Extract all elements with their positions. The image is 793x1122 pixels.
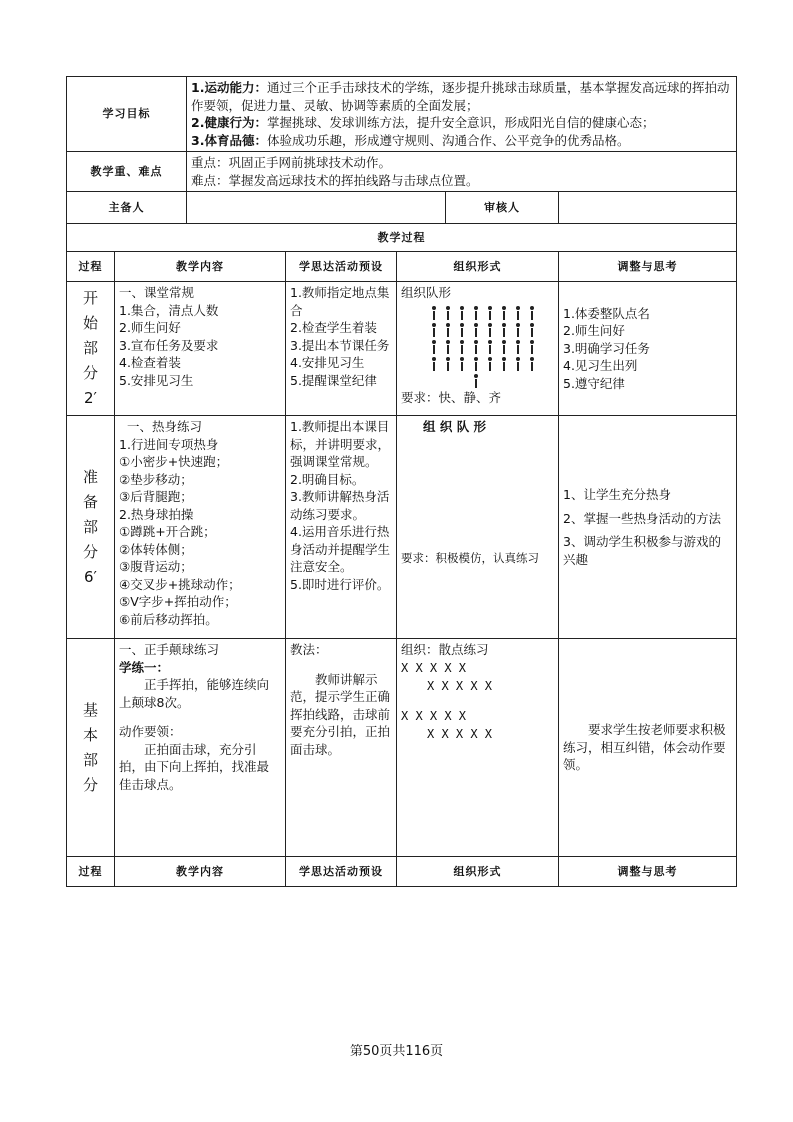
student-figure [525, 340, 539, 355]
col-header-activity: 学思达活动预设 [286, 857, 397, 887]
start-content: 一、课堂常规 1.集合，清点人数 2.师生问好 3.宣布任务及要求 4.检查着装 5.安排见习生 [115, 282, 286, 416]
student-figure [511, 323, 525, 338]
key-points-content [187, 152, 737, 192]
process-title: 教学过程 [67, 224, 737, 252]
student-figure [469, 340, 483, 355]
student-figure [441, 340, 455, 355]
org-requirement: 要求：积极模仿，认真练习 [401, 551, 539, 565]
col-header-content: 教学内容 [115, 857, 286, 887]
preparer-value [187, 192, 446, 224]
col-header-process: 过程 [67, 252, 115, 282]
student-figure [441, 323, 455, 338]
student-figure [497, 357, 511, 372]
phase-start: 开 始 部 分 2′ [67, 282, 115, 416]
col-header-adjustment: 调整与思考 [559, 857, 737, 887]
basic-content: 一、正手颠球练习 学练一： 正手挥拍，能够连续向上颠球8次。 动作要领： 正拍面击球，充分引拍，由下向上挥拍，找准最佳击球点。 [115, 639, 286, 857]
formation-diagram [427, 306, 554, 372]
student-figure [441, 306, 455, 321]
org-title: 组织：散点练习 [401, 642, 489, 657]
student-figure [483, 323, 497, 338]
student-figure [525, 306, 539, 321]
basic-adjustment: 要求学生按老师要求积极练习，相互纠错，体会动作要领。 [559, 639, 737, 857]
goal-item: 2.健康行为：掌握挑球、发球训练方法，提升安全意识，形成阳光自信的健康心态； [191, 115, 655, 130]
basic-organization [397, 639, 559, 857]
org-requirement: 要求：快、静、齐 [401, 389, 502, 405]
lesson-plan-table [66, 76, 737, 887]
student-figure [469, 323, 483, 338]
preparer-label: 主备人 [67, 192, 187, 224]
key-difficulty: 难点：掌握发高远球技术的挥拍线路与击球点位置。 [191, 172, 479, 188]
teacher-figure [469, 374, 483, 389]
student-figure [469, 357, 483, 372]
student-figure [511, 306, 525, 321]
reviewer-value [559, 192, 737, 224]
col-header-adjustment: 调整与思考 [559, 252, 737, 282]
prep-content: 一、热身练习 1.行进间专项热身 ①小密步+快速跑； ②垫步移动； ③后背腿跑； 2.热身球拍操 ①蹲跳+开合跳； ②体转体侧； ③腹背运动； ④交叉步+挑球动作； ⑤V字步+挥拍动作； ⑥前后移动挥拍。 [115, 416, 286, 639]
col-header-organization: 组织形式 [397, 252, 559, 282]
goal-item: 1.运动能力：通过三个正手击球技术的学练，逐步提升挑球击球质量，基本掌握发高远球的挥拍动作要领，促进力量、灵敏、协调等素质的全面发展； [191, 80, 730, 113]
key-focus: 重点：巩固正手网前挑球技术动作。 [191, 155, 392, 170]
student-figure [483, 357, 497, 372]
student-figure [455, 357, 469, 372]
col-header-activity: 学思达活动预设 [286, 252, 397, 282]
formation-row: X X X X X [427, 726, 493, 741]
student-figure [427, 357, 441, 372]
phase-prep: 准 备 部 分 6′ [67, 416, 115, 639]
formation-row: X X X X X [427, 678, 493, 693]
prep-adjustment: 1、让学生充分热身 2、掌握一些热身活动的方法 3、调动学生积极参与游戏的兴趣 [559, 416, 737, 639]
col-header-organization: 组织形式 [397, 857, 559, 887]
student-figure [427, 340, 441, 355]
goal-item: 3.体育品德：体验成功乐趣，形成遵守规则、沟通合作、公平竞争的优秀品格。 [191, 132, 630, 148]
reviewer-label: 审核人 [446, 192, 559, 224]
student-figure [441, 357, 455, 372]
student-figure [497, 323, 511, 338]
col-header-content: 教学内容 [115, 252, 286, 282]
student-figure [483, 340, 497, 355]
student-figure [525, 357, 539, 372]
org-title: 组 织 队 形 [423, 419, 487, 434]
start-activity: 1.教师指定地点集合 2.检查学生着装 3.提出本节课任务 4.安排见习生 5.提醒课堂纪律 [286, 282, 397, 416]
prep-activity: 1.教师提出本课目标，并讲明要求，强调课堂常规。 2.明确目标。 3.教师讲解热身活动练习要求。 4.运用音乐进行热身活动并提醒学生注意安全。 5.即时进行评价。 [286, 416, 397, 639]
basic-activity: 教法： 教师讲解示范，提示学生正确挥拍线路，击球前要充分引拍，正拍面击球。 [286, 639, 397, 857]
student-figure [455, 323, 469, 338]
student-figure [525, 323, 539, 338]
student-figure [455, 306, 469, 321]
key-points-label: 教学重、难点 [67, 152, 187, 192]
start-adjustment: 1.体委整队点名 2.师生问好 3.明确学习任务 4.见习生出列 5.遵守纪律 [559, 282, 737, 416]
phase-basic: 基 本 部 分 [67, 639, 115, 857]
student-figure [511, 340, 525, 355]
student-figure [427, 323, 441, 338]
student-figure [483, 306, 497, 321]
student-figure [497, 340, 511, 355]
goals-content [187, 77, 737, 152]
goals-label: 学习目标 [67, 77, 187, 152]
org-title: 组织队形 [401, 285, 452, 300]
start-organization [397, 282, 559, 416]
student-figure [469, 306, 483, 321]
student-figure [511, 357, 525, 372]
student-figure [427, 306, 441, 321]
student-figure [497, 306, 511, 321]
page-footer: 第50页共116页 [349, 1044, 444, 1059]
student-figure [455, 340, 469, 355]
prep-organization [397, 416, 559, 639]
formation-row: X X X X X [401, 660, 467, 675]
col-header-process: 过程 [67, 857, 115, 887]
formation-row: X X X X X [401, 708, 467, 723]
